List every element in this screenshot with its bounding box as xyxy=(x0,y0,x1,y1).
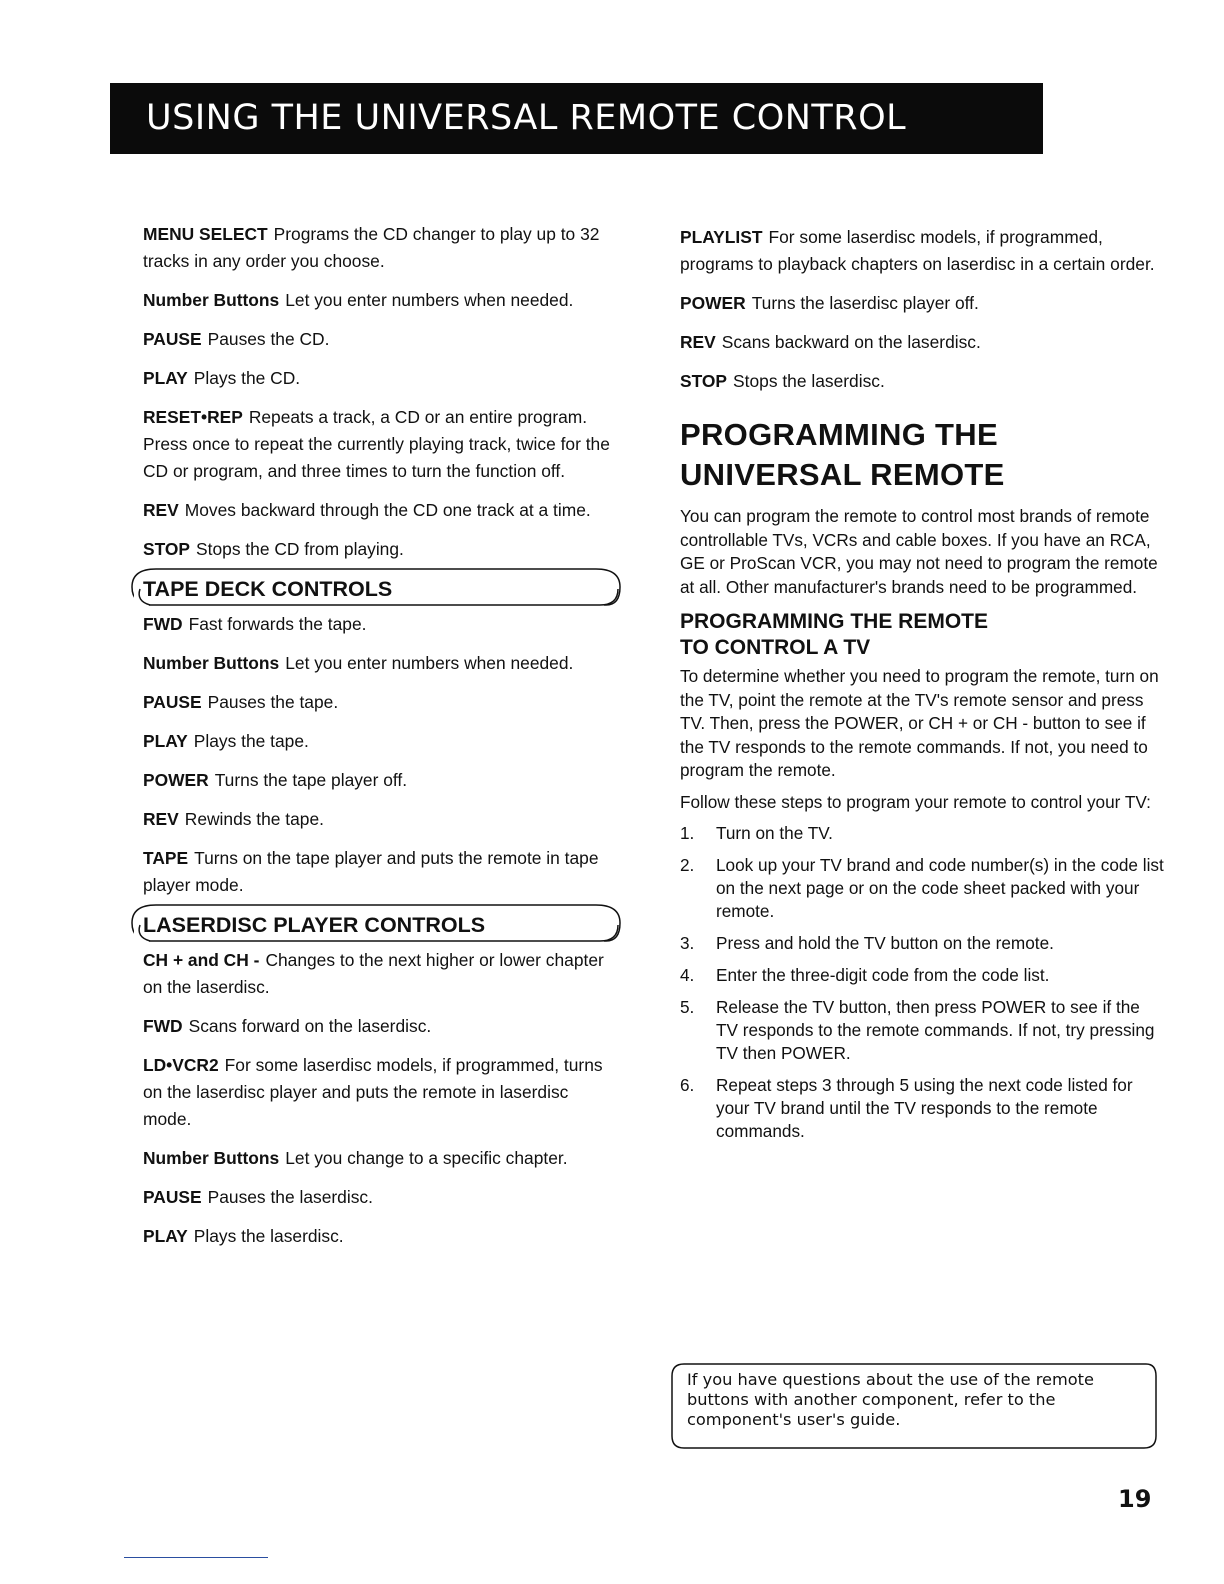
tape-deck-heading: TAPE DECK CONTROLS xyxy=(136,573,626,605)
list-item: STOP Stops the laserdisc. xyxy=(680,371,885,391)
determine-paragraph: To determine whether you need to program the remote, turn on the TV, point the remote at the TV's remote sensor and press TV. Then, press the POWER, or CH + or CH - button to see if the TV responds to the remote commands. If not, you need to program the remote. xyxy=(680,666,1159,780)
list-item: STOP Stops the CD from playing. xyxy=(143,539,404,559)
banner-title: USING THE UNIVERSAL REMOTE CONTROL xyxy=(146,98,907,138)
page-banner xyxy=(110,83,1043,154)
page-number: 19 xyxy=(1118,1485,1152,1513)
list-item: LD•VCR2 For some laserdisc models, if programmed, turns on the laserdisc player and puts the remote in laserdisc mode. xyxy=(143,1055,603,1129)
list-item: Number Buttons Let you change to a specific chapter. xyxy=(143,1148,568,1168)
list-item: FWD Fast forwards the tape. xyxy=(143,614,367,634)
step-item: 1. Turn on the TV. xyxy=(680,823,833,843)
step-item: 4. Enter the three-digit code from the code list. xyxy=(680,965,1050,985)
step-item: 6. Repeat steps 3 through 5 using the next code listed for your TV brand until the TV responds to the remote commands. xyxy=(680,1075,1133,1141)
list-item: REV Scans backward on the laserdisc. xyxy=(680,332,981,352)
note-box: If you have questions about the use of the remote buttons with another component, refer to the component's user's guide. xyxy=(670,1362,1158,1450)
list-item: Number Buttons Let you enter numbers when needed. xyxy=(143,290,574,310)
follow-paragraph: Follow these steps to program your remote to control your TV: xyxy=(680,791,1151,812)
list-item: PAUSE Pauses the laserdisc. xyxy=(143,1187,373,1207)
list-item: PLAYLIST For some laserdisc models, if programmed, programs to playback chapters on laserdisc in a certain order. xyxy=(680,227,1155,274)
list-item: POWER Turns the tape player off. xyxy=(143,770,408,790)
list-item: REV Rewinds the tape. xyxy=(143,809,324,829)
step-item: 3. Press and hold the TV button on the remote. xyxy=(680,933,1054,953)
list-item: POWER Turns the laserdisc player off. xyxy=(680,293,979,313)
footer-divider xyxy=(124,1557,268,1558)
list-item: PLAY Plays the laserdisc. xyxy=(143,1226,344,1246)
list-item: Number Buttons Let you enter numbers when needed. xyxy=(143,653,574,673)
step-item: 2. Look up your TV brand and code number(s) in the code list on the next page or on the code sheet packed with your remote. xyxy=(680,855,1164,921)
left-column xyxy=(143,221,621,1262)
step-item: 5. Release the TV button, then press POWER to see if the TV responds to the remote commands. If not, try pressing TV then POWER. xyxy=(680,997,1155,1063)
subsection-title: PROGRAMMING THE REMOTE TO CONTROL A TV xyxy=(680,610,988,659)
list-item: TAPE Turns on the tape player and puts the remote in tape player mode. xyxy=(143,848,599,895)
list-item: RESET•REP Repeats a track, a CD or an entire program. Press once to repeat the currently playing track, twice for the CD or program, and three times to turn the function off. xyxy=(143,407,610,481)
section-title: PROGRAMMING THE UNIVERSAL REMOTE xyxy=(680,417,1005,492)
list-item: PAUSE Pauses the tape. xyxy=(143,692,339,712)
laserdisc-heading: LASERDISC PLAYER CONTROLS xyxy=(136,909,626,941)
list-item: FWD Scans forward on the laserdisc. xyxy=(143,1016,432,1036)
list-item: PAUSE Pauses the CD. xyxy=(143,329,330,349)
list-item: REV Moves backward through the CD one track at a time. xyxy=(143,500,591,520)
list-item: PLAY Plays the tape. xyxy=(143,731,309,751)
right-column xyxy=(680,224,1166,1152)
list-item: MENU SELECT Programs the CD changer to play up to 32 tracks in any order you choose. xyxy=(143,224,600,271)
list-item: CH + and CH - Changes to the next higher or lower chapter on the laserdisc. xyxy=(143,950,604,997)
steps-list xyxy=(680,822,1166,1143)
intro-paragraph: You can program the remote to control most brands of remote controllable TVs, VCRs and cable boxes. If you have an RCA, GE or ProScan VCR, you may not need to program the remote at all. Other manufacturer's brands need to be programmed. xyxy=(680,506,1158,597)
list-item: PLAY Plays the CD. xyxy=(143,368,301,388)
